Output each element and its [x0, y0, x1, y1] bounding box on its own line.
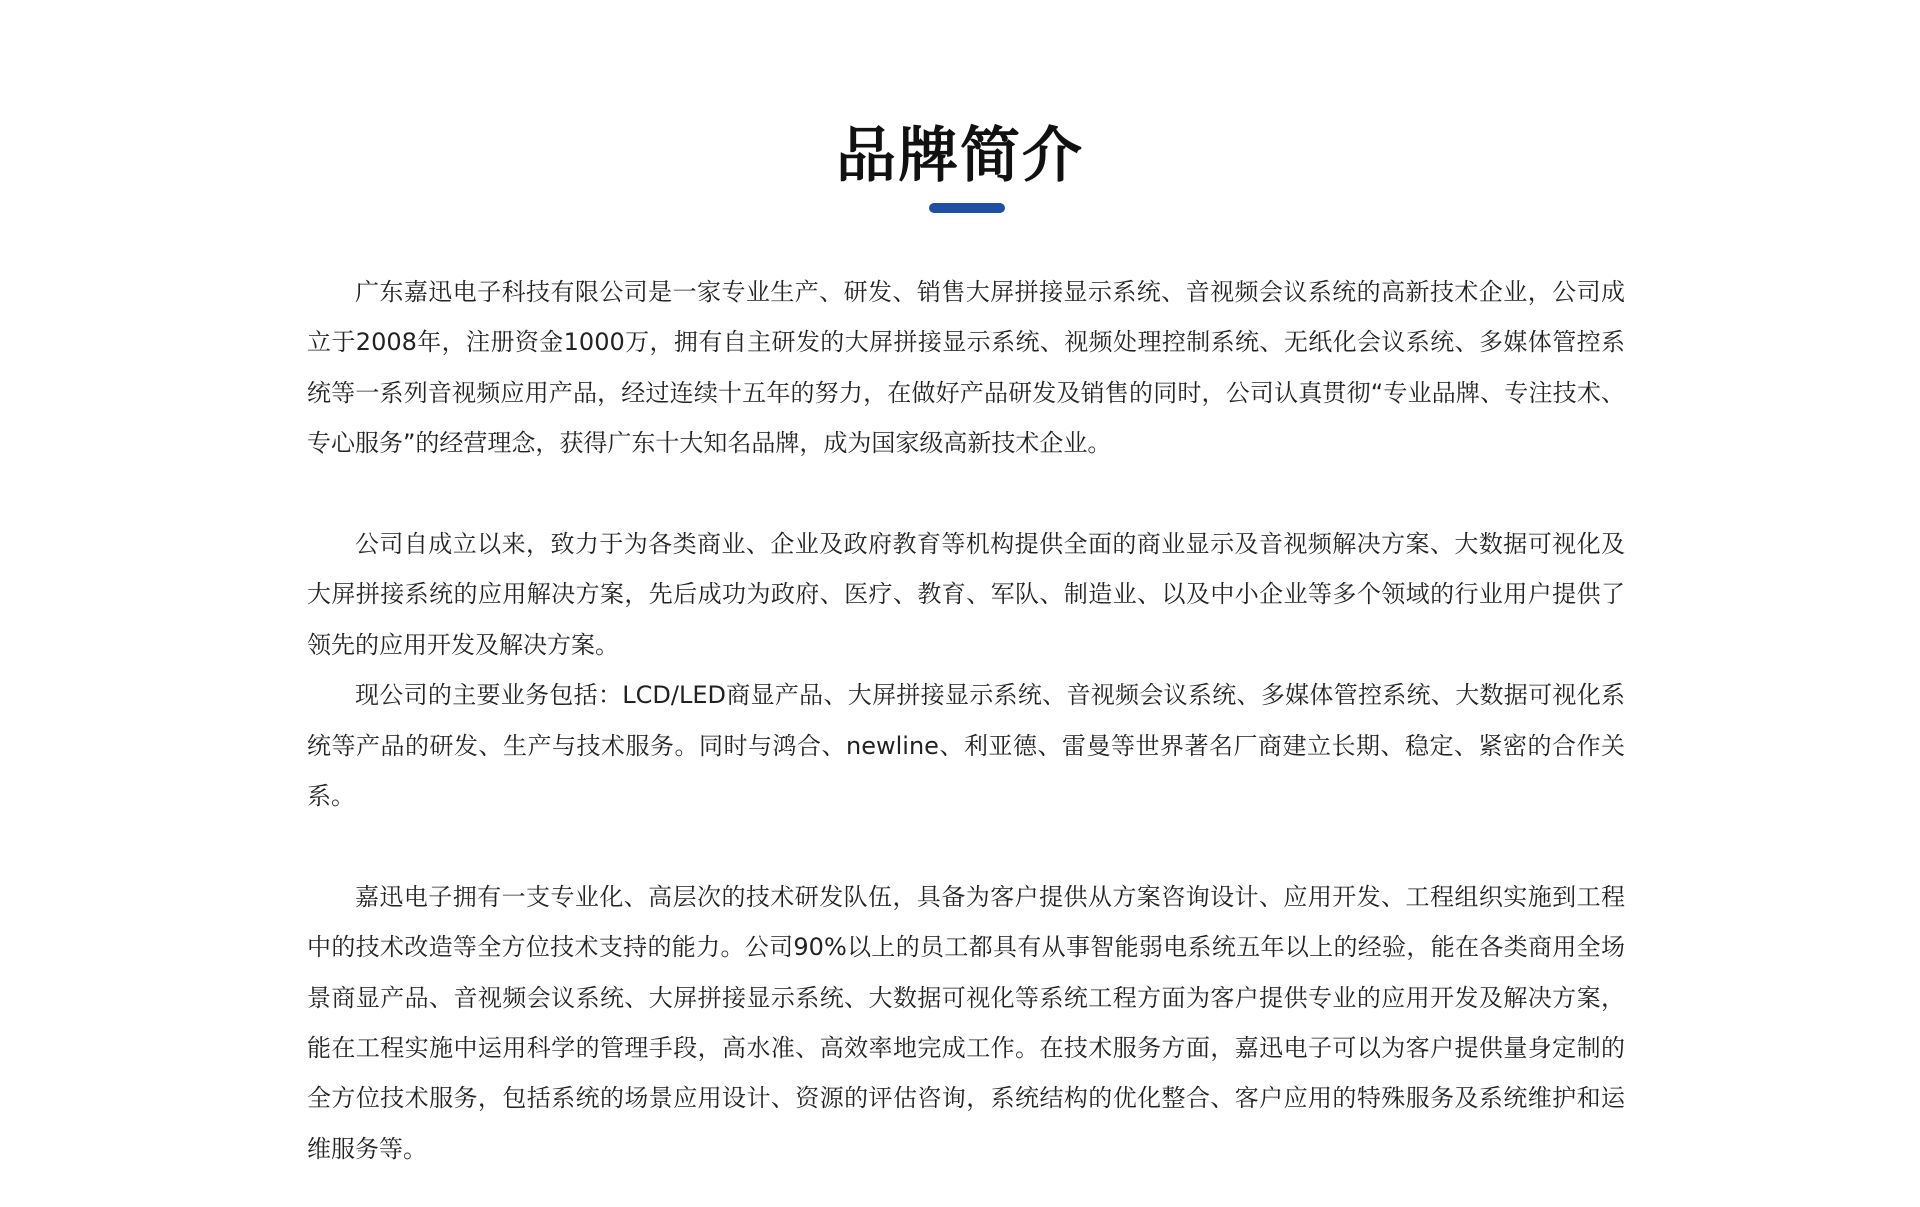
intro-paragraph-solutions: 公司自成立以来，致力于为各类商业、企业及政府教育等机构提供全面的商业显示及音视频解决方案、大数据可视化及大屏拼接系统的应用解决方案，先后成功为政府、医疗、教育、军队、制造业、以及中小企业等多个领域的行业用户提供了领先的应用开发及解决方案。 — [307, 530, 1625, 659]
intro-paragraph-business-scope: 现公司的主要业务包括：LCD/LED商显产品、大屏拼接显示系统、音视频会议系统、多媒体管控系统、大数据可视化系统等产品的研发、生产与技术服务。同时与鸿合、newline、利亚德、雷曼等世界著名厂商建立长期、稳定、紧密的合作关系。 — [307, 681, 1625, 811]
page-title: 品牌简介 — [836, 121, 1084, 191]
intro-paragraph-company-overview: 广东嘉迅电子科技有限公司是一家专业生产、研发、销售大屏拼接显示系统、音视频会议系统的高新技术企业，公司成立于2008年，注册资金1000万，拥有自主研发的大屏拼接显示系统、视频处理控制系统、无纸化会议系统、多媒体管控系统等一系列音视频应用产品，经过连续十五年的努力，在做好产品研发及销售的同时，公司认真贯彻“专业品牌、专注技术、专心服务”的经营理念，获得广东十大知名品牌，成为国家级高新技术企业。 — [307, 278, 1625, 458]
intro-paragraph-technical-team: 嘉迅电子拥有一支专业化、高层次的技术研发队伍，具备为客户提供从方案咨询设计、应用开发、工程组织实施到工程中的技术改造等全方位技术支持的能力。公司90%以上的员工都具有从事智能弱电系统五年以上的经验，能在各类商用全场景商显产品、音视频会议系统、大屏拼接显示系统、大数据可视化等系统工程方面为客户提供专业的应用开发及解决方案，能在工程实施中运用科学的管理手段，高水准、高效率地完成工作。在技术服务方面，嘉迅电子可以为客户提供量身定制的全方位技术服务，包括系统的场景应用设计、资源的评估咨询，系统结构的优化整合、客户应用的特殊服务及系统维护和运维服务等。 — [307, 882, 1625, 1163]
intro-content — [307, 267, 1625, 1174]
title-underline-accent — [929, 203, 1005, 213]
